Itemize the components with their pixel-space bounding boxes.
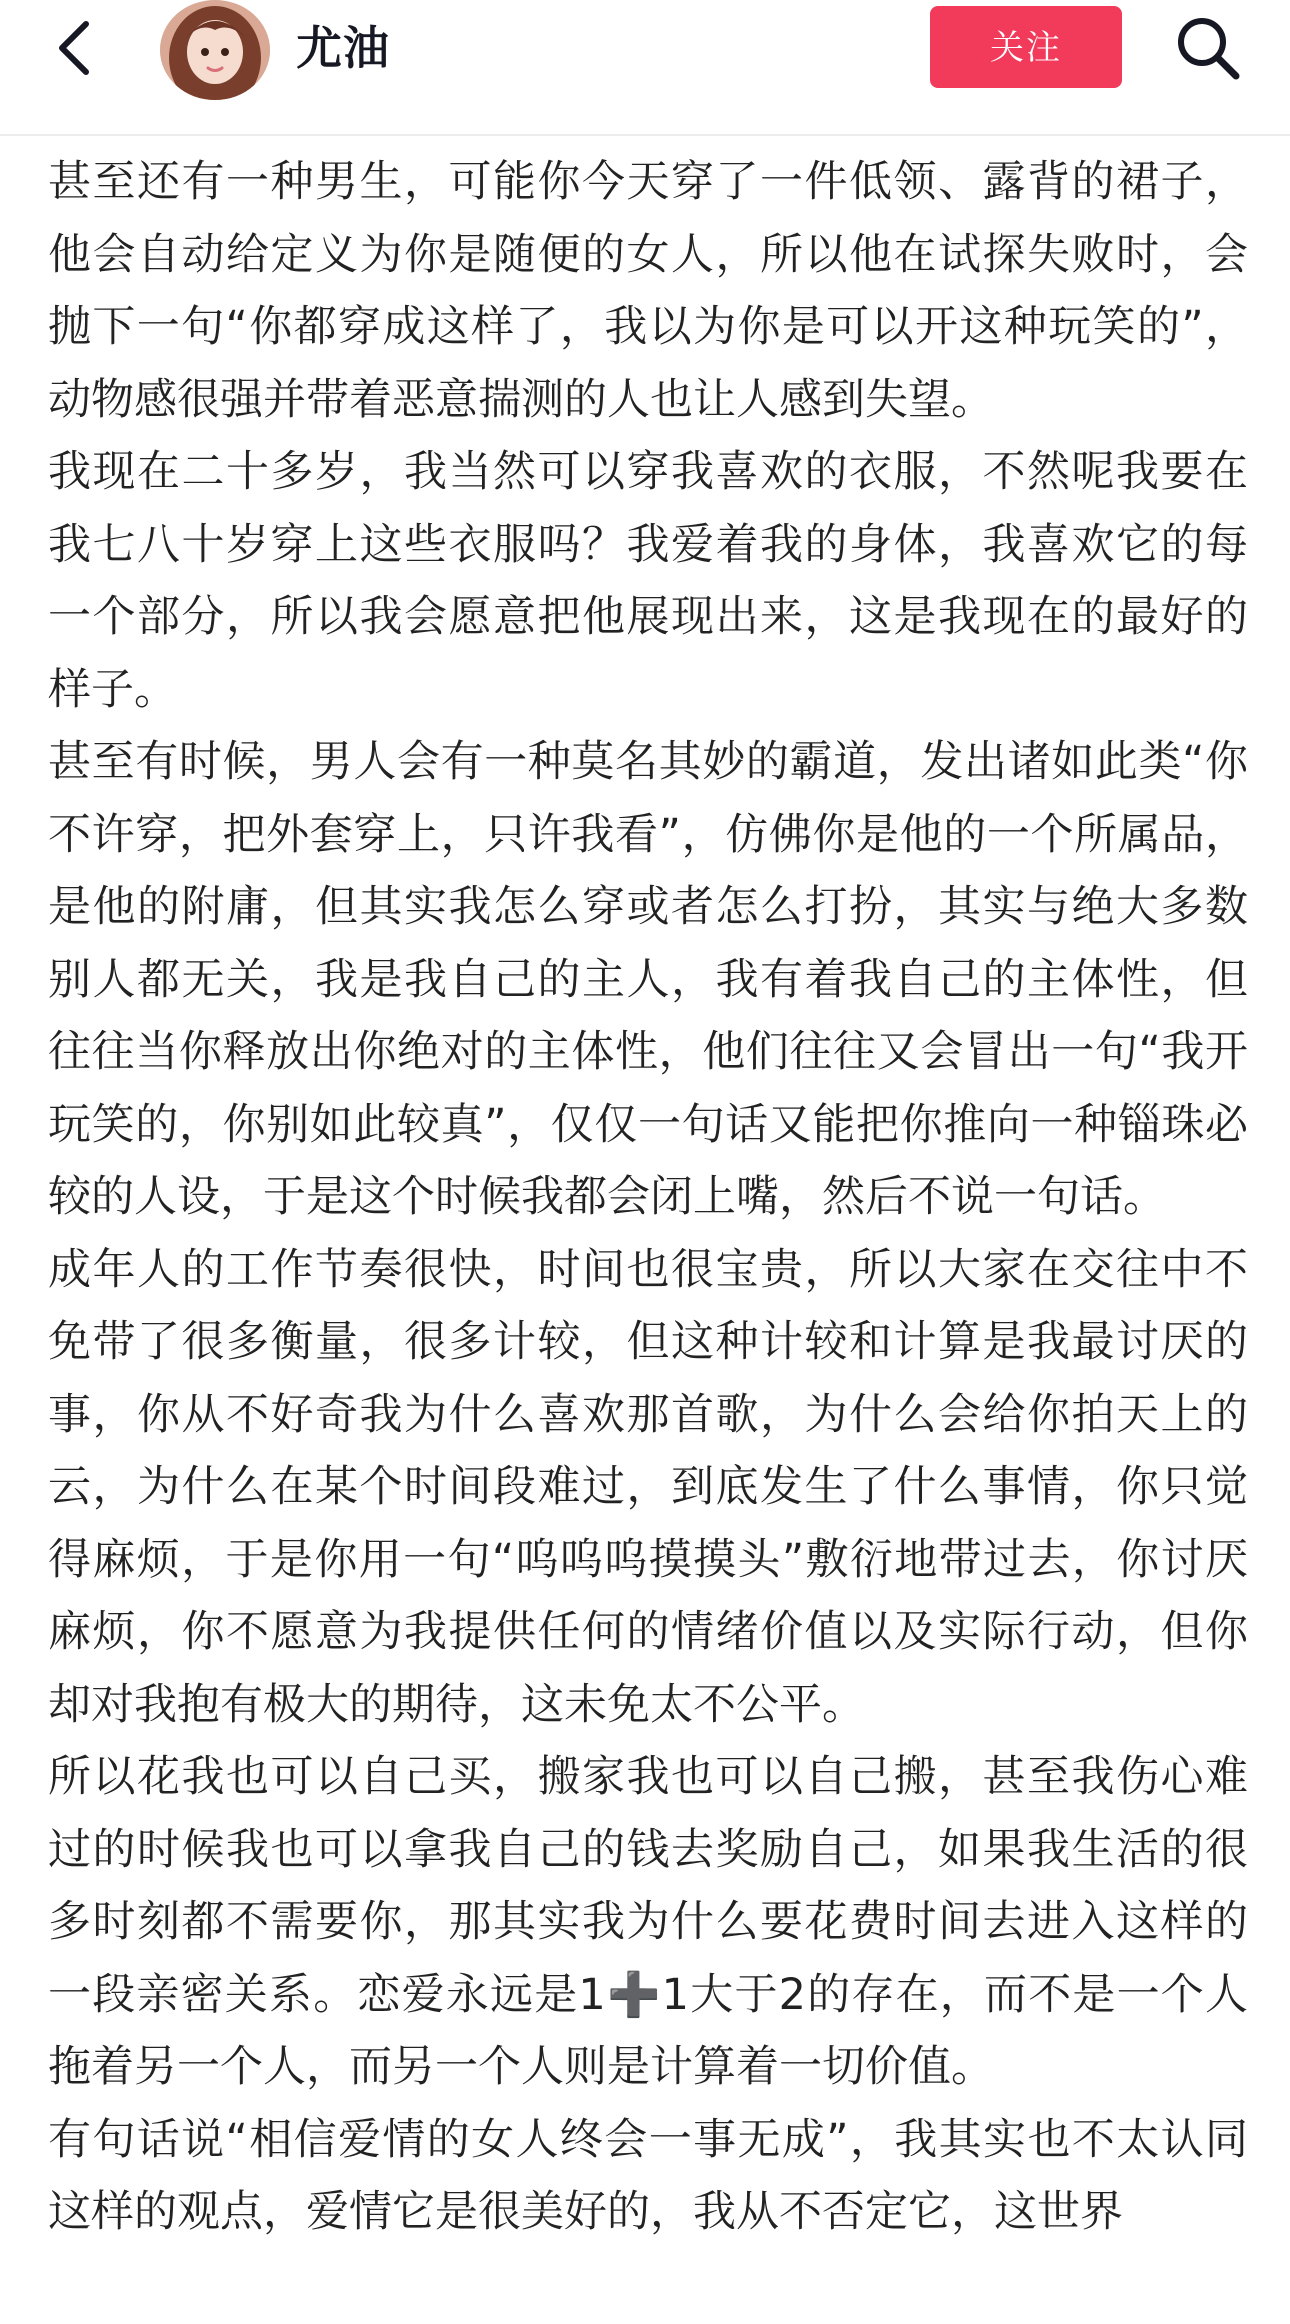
chevron-left-icon <box>52 16 102 80</box>
search-button[interactable] <box>1172 12 1244 84</box>
paragraph: 所以花我也可以自己买，搬家我也可以自己搬，甚至我伤心难过的时候我也可以拿我自己的钱去奖励自己，如果我生活的很多时刻都不需要你，那其实我为什么要花费时间去进入这样的一段亲密关系。恋爱永远是1➕1大于2的存在，而不是一个人拖着另一个人，而另一个人则是计算着一切价值。 <box>48 1752 1248 2092</box>
username[interactable]: 尤油 <box>296 21 390 75</box>
article-body <box>48 146 1248 2249</box>
top-bar <box>0 0 1290 136</box>
search-icon <box>1172 12 1244 84</box>
paragraph: 甚至还有一种男生，可能你今天穿了一件低领、露背的裙子，他会自动给定义为你是随便的女人，所以他在试探失败时，会抛下一句“你都穿成这样了，我以为你是可以开这种玩笑的”，动物感很强并带着恶意揣测的人也让人感到失望。 <box>48 157 1248 425</box>
avatar[interactable] <box>160 0 270 100</box>
paragraph: 甚至有时候，男人会有一种莫名其妙的霸道，发出诸如此类“你不许穿，把外套穿上，只许我看”，仿佛你是他的一个所属品，是他的附庸，但其实我怎么穿或者怎么打扮，其实与绝大多数别人都无关，我是我自己的主人，我有着我自己的主体性，但往往当你释放出你绝对的主体性，他们往往又会冒出一句“我开玩笑的，你别如此较真”，仅仅一句话又能把你推向一种锱珠必较的人设，于是这个时候我都会闭上嘴，然后不说一句话。 <box>48 737 1248 1222</box>
avatar-portrait <box>160 0 270 100</box>
paragraph: 成年人的工作节奏很快，时间也很宝贵，所以大家在交往中不免带了很多衡量，很多计较，但这种计较和计算是我最讨厌的事，你从不好奇我为什么喜欢那首歌，为什么会给你拍天上的云，为什么在某个时间段难过，到底发生了什么事情，你只觉得麻烦，于是你用一句“呜呜呜摸摸头”敷衍地带过去，你讨厌麻烦，你不愿意为我提供任何的情绪价值以及实际行动，但你却对我抱有极大的期待，这未免太不公平。 <box>48 1244 1248 1730</box>
paragraph: 有句话说“相信爱情的女人终会一事无成”，我其实也不太认同这样的观点，爱情它是很美好的，我从不否定它，这世界 <box>48 2114 1248 2237</box>
paragraph: 我现在二十多岁，我当然可以穿我喜欢的衣服，不然呢我要在我七八十岁穿上这些衣服吗？我爱着我的身体，我喜欢它的每一个部分，所以我会愿意把他展现出来，这是我现在的最好的样子。 <box>48 447 1248 715</box>
follow-button[interactable]: 关注 <box>930 6 1122 88</box>
back-button[interactable] <box>52 16 102 80</box>
